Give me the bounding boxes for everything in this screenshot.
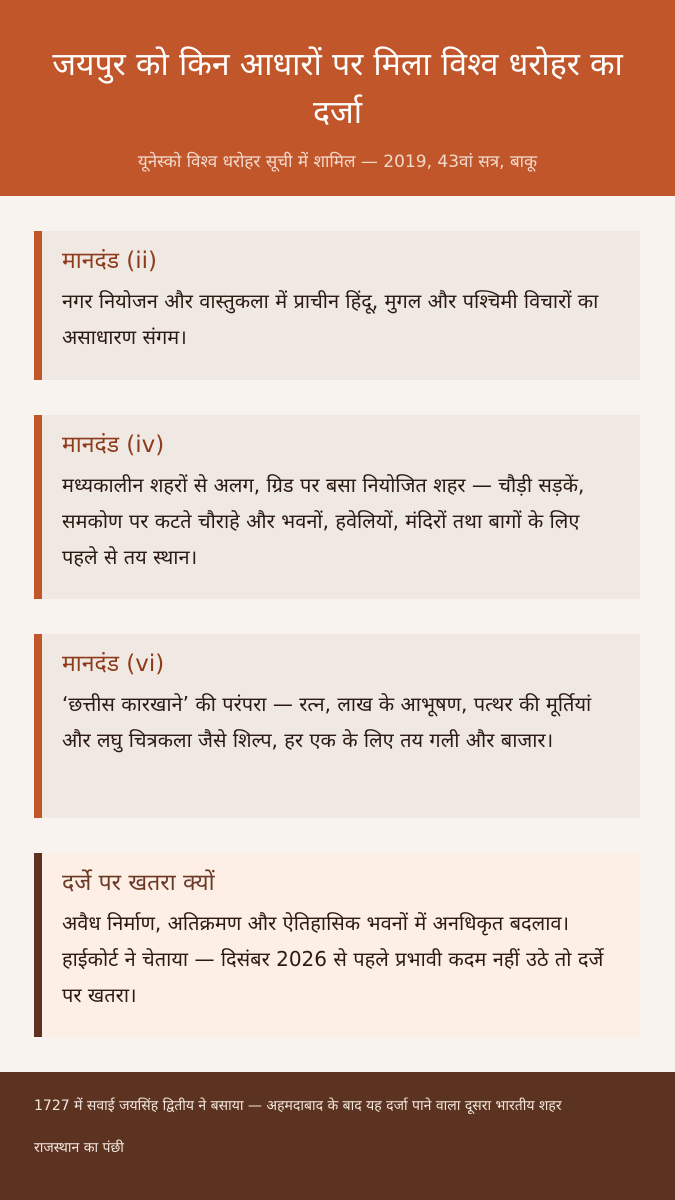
- threat-card: [34, 853, 640, 1037]
- criterion-card-vi: [34, 634, 640, 818]
- page-subtitle: यूनेस्को विश्व धरोहर सूची में शामिल — 2019, 43वां सत्र, बाकू: [137, 152, 538, 172]
- criterion-description: मध्यकालीन शहरों से अलग, ग्रिड पर बसा नियोजित शहर — चौड़ी सड़कें, समकोण पर कटते चौराहे और भवनों, हवेलियों, मंदिरों तथा बागों के लिए पहले से तय स्थान।: [62, 473, 585, 569]
- criterion-heading: मानदंड (ii): [62, 248, 158, 274]
- criterion-card-iv: [34, 415, 640, 599]
- footer-note: 1727 में सवाई जयसिंह द्वितीय ने बसाया — अहमदाबाद के बाद यह दर्जा पाने वाला दूसरा भारतीय शहर: [34, 1098, 562, 1114]
- criterion-heading: मानदंड (vi): [62, 651, 165, 677]
- criterion-description: ‘छत्तीस कारखाने’ की परंपरा — रत्न, लाख के आभूषण, पत्थर की मूर्तियां और लघु चित्रकला जैसे शिल्प, हर एक के लिए तय गली और बाजार।: [62, 692, 592, 752]
- threat-description: अवैध निर्माण, अतिक्रमण और ऐतिहासिक भवनों में अनधिकृत बदलाव। हाईकोर्ट ने चेताया — दिसंबर 2026 से पहले प्रभावी कदम नहीं उठे तो दर्जे पर खतरा।: [62, 911, 604, 1007]
- header-banner: [0, 0, 675, 196]
- criterion-card-ii: [34, 231, 640, 380]
- criterion-heading: मानदंड (iv): [62, 432, 165, 458]
- footer: [0, 1072, 675, 1200]
- threat-heading: दर्जे पर खतरा क्यों: [62, 870, 215, 896]
- criterion-description: नगर नियोजन और वास्तुकला में प्राचीन हिंदू, मुगल और पश्चिमी विचारों का असाधारण संगम।: [62, 289, 599, 349]
- brand-name: राजस्थान का पंछी: [34, 1140, 124, 1156]
- page-title: जयपुर को किन आधारों पर मिला विश्व धरोहर का दर्जा: [52, 45, 623, 131]
